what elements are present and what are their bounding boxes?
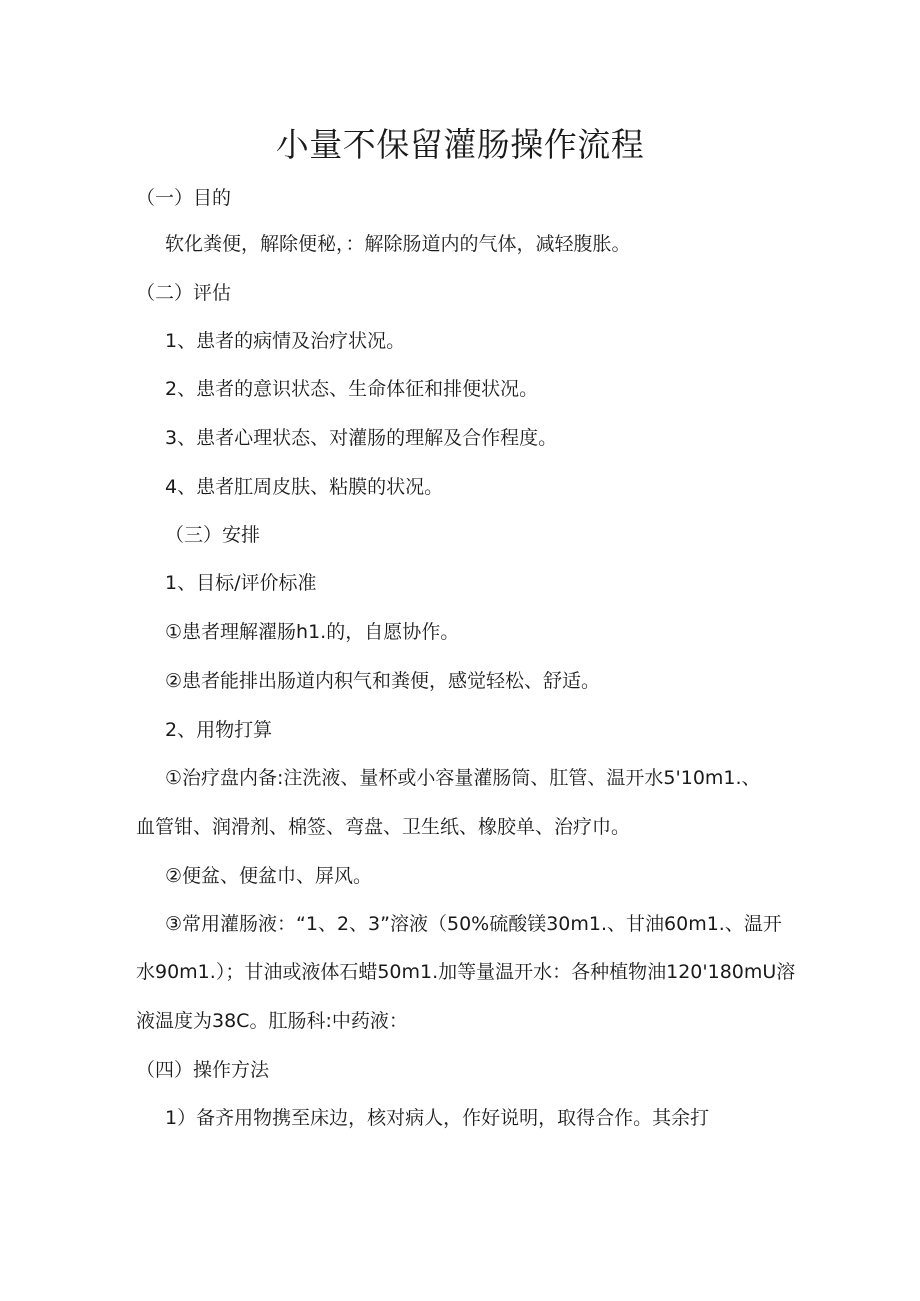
paragraph-supplies-3a: ③常用灌肠液：“1、2、3”溶液（50%硫酸镁30m1.、甘油60m1.、温开 — [165, 913, 782, 935]
list-item-goal-2: ②患者能排出肠道内积气和粪便，感觉轻松、舒适。 — [165, 670, 601, 692]
paragraph-supplies-2: ②便盆、便盆巾、屏风。 — [165, 865, 373, 887]
paragraph-supplies-1b: 血管钳、润滑剂、棉签、弯盘、卫生纸、橡胶单、治疗巾。 — [136, 816, 631, 838]
section-heading-procedure: （四）操作方法 — [136, 1059, 270, 1081]
subheading-goals: 1、目标/评价标准 — [165, 572, 317, 594]
list-item-assessment-1: 1、患者的病情及治疗状况。 — [165, 330, 406, 352]
paragraph-purpose: 软化粪便，解除便秘，：解除肠道内的气体，减轻腹胀。 — [165, 233, 631, 255]
list-item-assessment-4: 4、患者肛周皮肤、粘膜的状况。 — [165, 476, 444, 498]
list-item-assessment-2: 2、患者的意识状态、生命体征和排便状况。 — [165, 378, 539, 400]
section-heading-assessment: （二）评估 — [136, 282, 232, 304]
list-item-procedure-1: 1）备齐用物携至床边，核对病人，作好说明，取得合作。其余打 — [165, 1107, 710, 1129]
subheading-supplies: 2、用物打算 — [165, 719, 273, 741]
section-heading-purpose: （一）目的 — [136, 187, 232, 209]
paragraph-supplies-3c: 液温度为38C。肛肠科:中药液： — [136, 1010, 408, 1032]
section-heading-arrangement: （三）安排 — [165, 524, 261, 546]
paragraph-supplies-3b: 水90m1.）；甘油或液体石蜡50m1.加等量温开水：各种植物油120'180mU溶 — [136, 961, 796, 983]
list-item-assessment-3: 3、患者心理状态、对灌肠的理解及合作程度。 — [165, 427, 558, 449]
list-item-goal-1: ①患者理解濯肠h1.的，自愿协作。 — [165, 621, 460, 643]
paragraph-supplies-1a: ①治疗盘内备:注洗液、量杯或小容量灌肠筒、肛管、温开水5'10m1.、 — [165, 767, 761, 789]
document-title: 小量不保留灌肠操作流程 — [275, 125, 645, 164]
